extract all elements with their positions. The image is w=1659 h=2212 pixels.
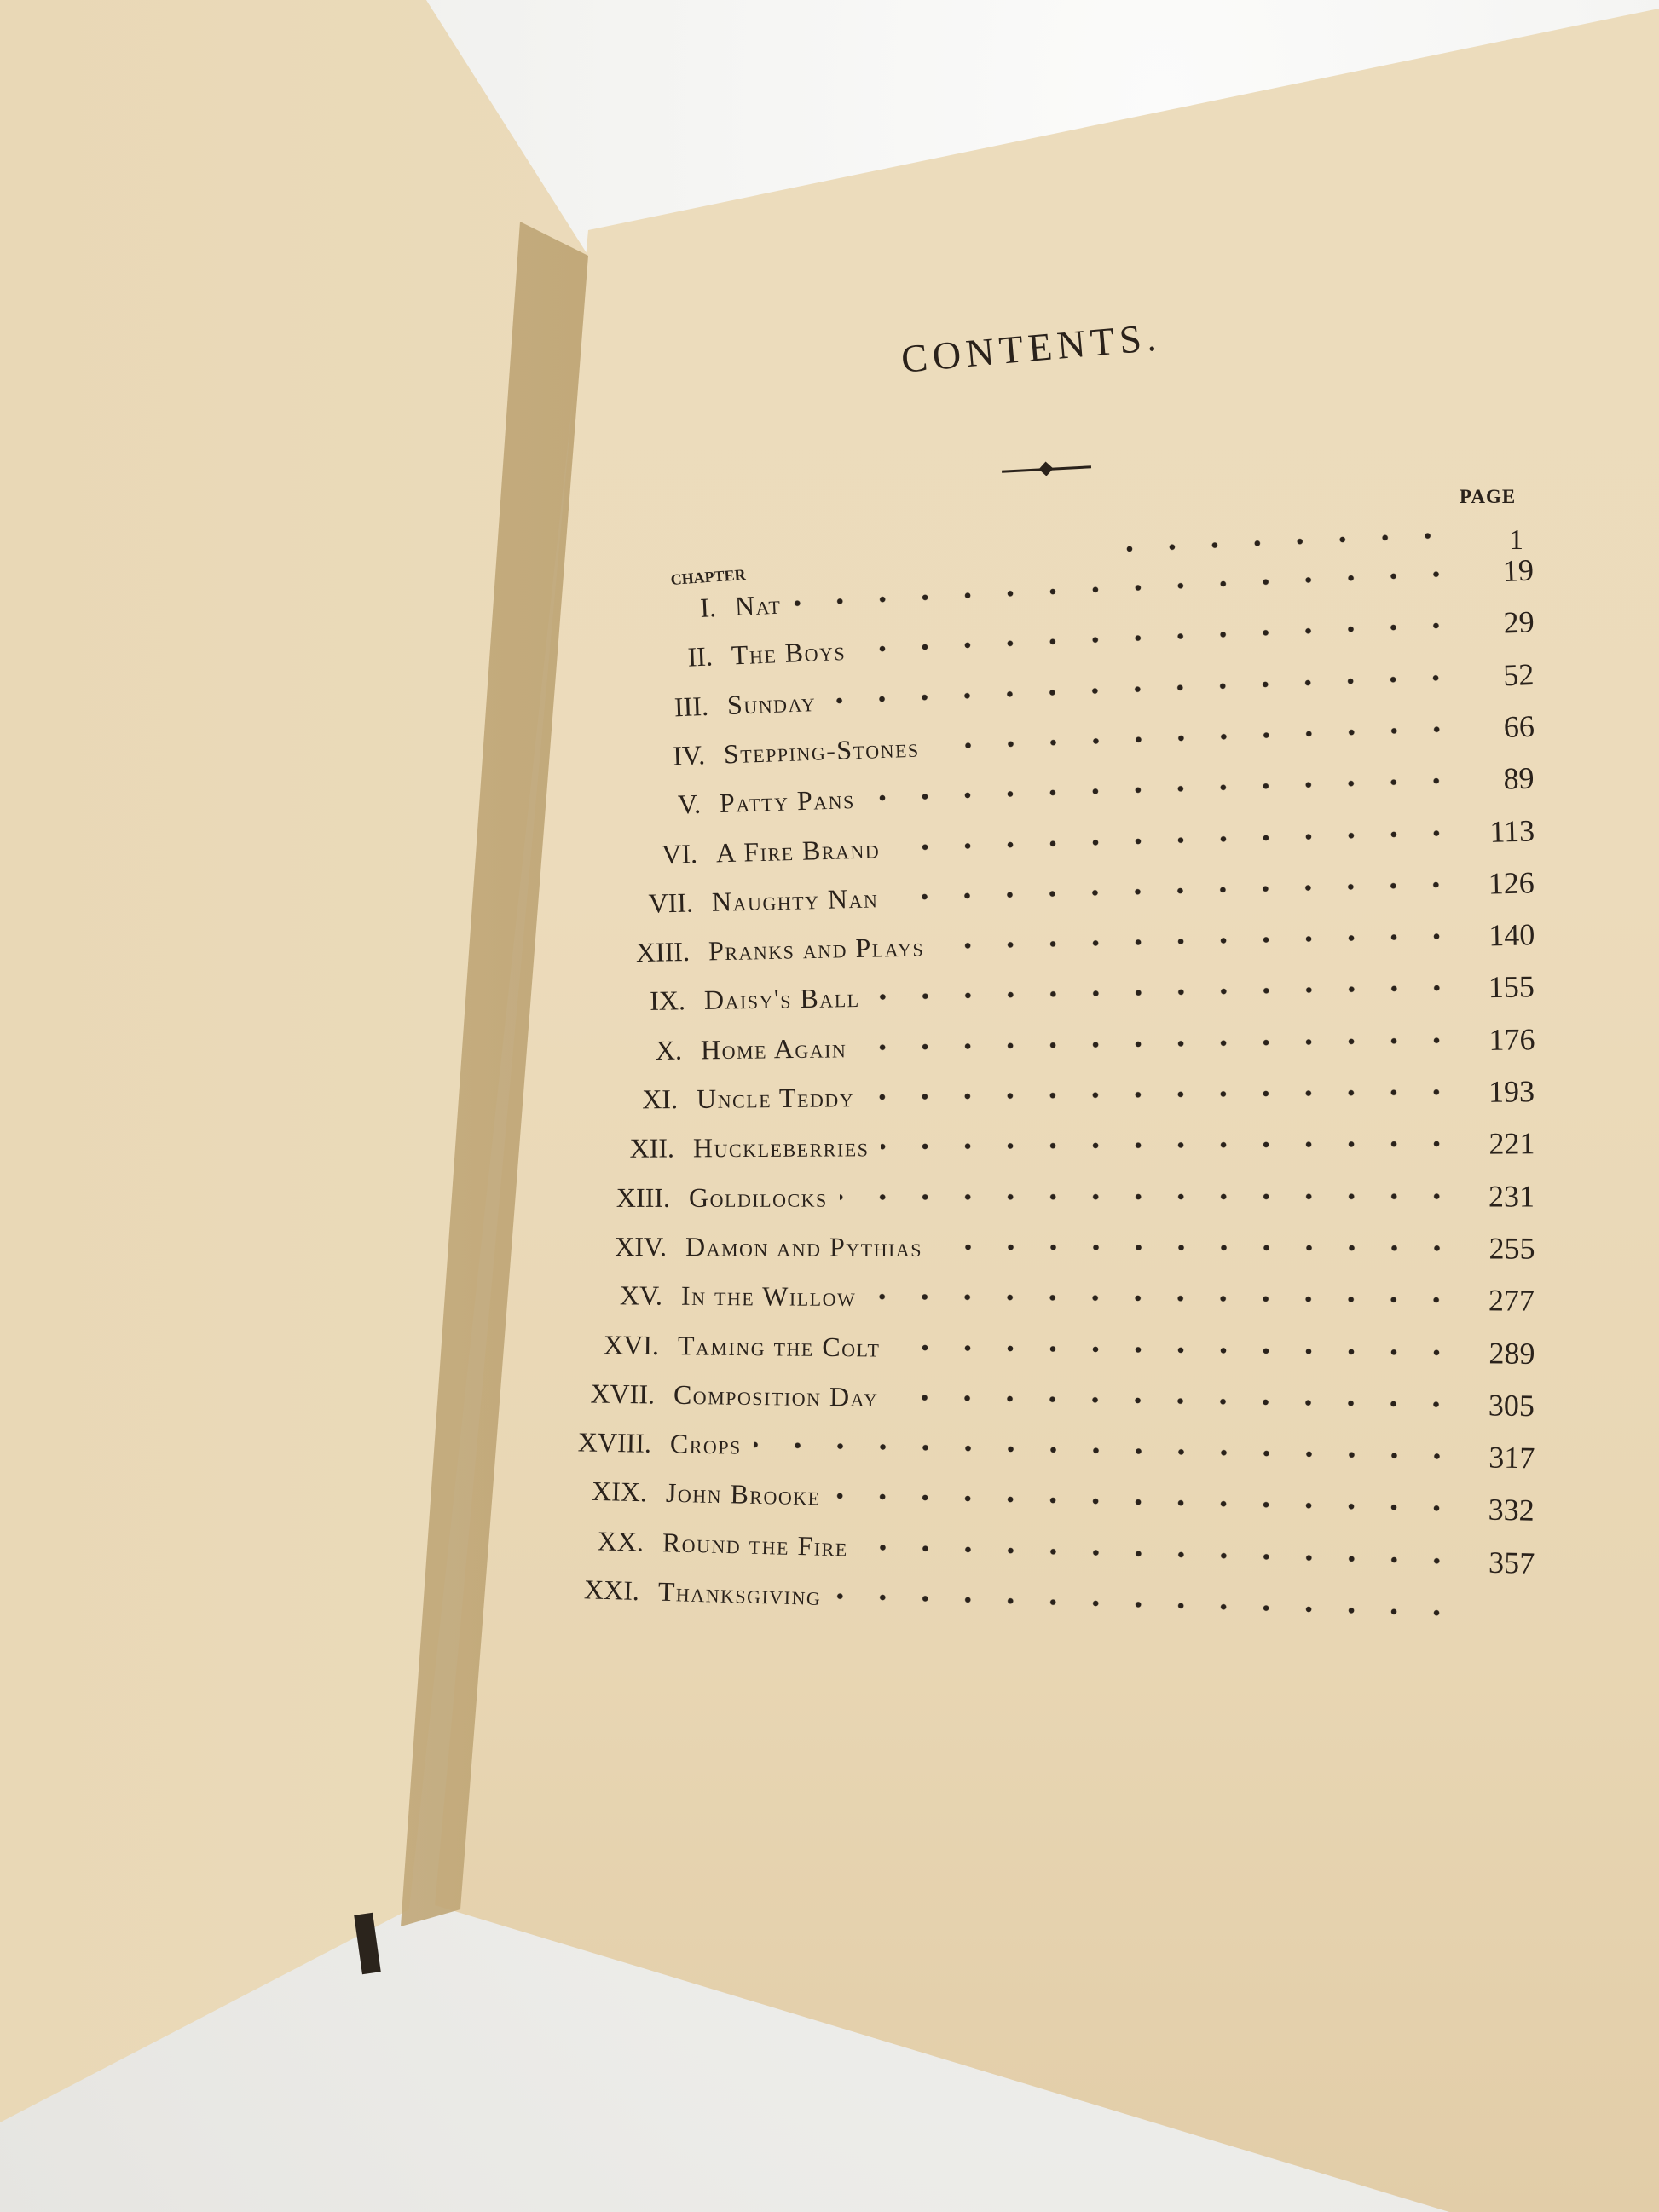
dot-leader: [931, 725, 1458, 751]
chapter-title: Thanksgiving: [657, 1575, 822, 1611]
chapter-title: Home Again: [700, 1031, 847, 1065]
chapter-entry: [576, 1175, 1535, 1219]
chapter-numeral: XVIII.: [577, 1425, 651, 1458]
chapter-numeral: XI.: [642, 1083, 679, 1114]
dot-leader: [936, 932, 1458, 950]
contents-heading: CONTENTS.: [899, 315, 1164, 381]
chapter-numeral: XIII.: [616, 1181, 671, 1213]
chapter-entry: [580, 1123, 1535, 1170]
dot-leader: [871, 984, 1458, 1002]
chapter-numeral: XXI.: [583, 1573, 640, 1606]
chapter-numeral: III.: [673, 689, 709, 722]
chapter-numeral: XIII.: [635, 935, 690, 967]
chapter-numeral: IV.: [672, 738, 706, 771]
chapter-title: Damon and Pythias: [685, 1230, 922, 1262]
chapter-title: John Brooke: [665, 1476, 822, 1511]
chapter-numeral: XIX.: [591, 1475, 648, 1508]
dot-leader: [793, 569, 1457, 608]
page-number: 19: [1502, 552, 1535, 589]
dot-leader: [833, 1591, 1457, 1617]
page-number: 140: [1488, 917, 1535, 953]
page-number: 277: [1488, 1283, 1535, 1318]
chapter-title: Pranks and Plays: [708, 930, 925, 966]
ornament-diamond: [1039, 462, 1054, 476]
dot-leader: [753, 1441, 1458, 1461]
chapter-numeral: XII.: [628, 1132, 674, 1164]
page-number: 89: [1502, 760, 1535, 796]
page-number: 113: [1488, 812, 1535, 849]
chapter-title: Sunday: [726, 685, 817, 720]
chapter-numeral: XIV.: [614, 1230, 667, 1262]
page-number: 155: [1488, 969, 1535, 1005]
chapter-title: Composition Day: [673, 1378, 879, 1412]
chapter-entry: [561, 1372, 1535, 1427]
page-number: 221: [1488, 1126, 1535, 1161]
dot-leader: [890, 1393, 1458, 1409]
chapter-title: Round the Fire: [662, 1526, 848, 1562]
intro-page-number: 1: [1509, 524, 1523, 556]
chapter-numeral: I.: [699, 591, 717, 623]
chapter-title: Naughty Nan: [711, 881, 879, 917]
dot-leader: [833, 1492, 1458, 1513]
page-number: 176: [1488, 1021, 1535, 1057]
chapter-entry: [587, 1018, 1535, 1072]
chapter-title: Patty Pans: [719, 783, 856, 818]
chapter-entry: [584, 1070, 1535, 1121]
chapter-entry: [592, 966, 1535, 1024]
chapter-numeral: IX.: [649, 985, 686, 1016]
chapter-title: Goldilocks: [688, 1181, 828, 1212]
chapter-title: Uncle Teddy: [696, 1081, 855, 1114]
page-number: 317: [1488, 1440, 1535, 1476]
chapter-numeral: XVI.: [603, 1328, 659, 1360]
page-number: 305: [1488, 1388, 1535, 1423]
page-number: 255: [1488, 1231, 1535, 1266]
dot-leader: [890, 880, 1458, 902]
chapter-numeral: XV.: [619, 1279, 663, 1311]
dot-leader: [881, 1140, 1458, 1151]
chapter-title: A Fire Brand: [714, 832, 881, 868]
ornament-rule: [1002, 458, 1092, 479]
dot-leader: [828, 673, 1458, 705]
chapter-title: Crops: [669, 1427, 742, 1460]
chapter-numeral: X.: [655, 1033, 682, 1066]
chapter-numeral: II.: [686, 640, 714, 673]
dot-leader: [892, 1343, 1458, 1356]
chapter-entry: [557, 1420, 1535, 1479]
chapter-title: In the Willow: [680, 1279, 857, 1312]
chapter-numeral: VI.: [661, 837, 697, 869]
page-number: 66: [1502, 708, 1535, 744]
page-column-label: PAGE: [1460, 486, 1517, 507]
dot-leader: [866, 1088, 1458, 1101]
dot-leader: [868, 1292, 1458, 1304]
chapter-numeral: XX.: [596, 1524, 644, 1556]
page-number: 231: [1488, 1179, 1535, 1214]
dot-leader: [840, 1192, 1458, 1201]
dot-leader: [892, 828, 1458, 852]
dot-leader: [858, 1036, 1458, 1052]
chapter-title: Nat: [734, 588, 783, 621]
chapter-entry: [564, 1323, 1535, 1375]
page-number: 332: [1488, 1492, 1535, 1528]
dot-leader: [859, 1543, 1458, 1566]
chapter-numeral: VII.: [648, 886, 694, 918]
chapter-title: Stepping-Stones: [722, 731, 920, 769]
dot-leader: [867, 777, 1458, 803]
chapter-title: The Boys: [730, 634, 847, 671]
chapter-entry: [569, 1273, 1535, 1322]
chapter-column-label: CHAPTER: [670, 565, 747, 588]
chapter-entry: [572, 1225, 1535, 1270]
page-number: 193: [1488, 1074, 1535, 1109]
page-number: 29: [1502, 604, 1535, 640]
page-number: 52: [1502, 656, 1535, 692]
chapter-numeral: V.: [677, 788, 702, 820]
dot-leader: [934, 1243, 1458, 1252]
page-number: [1466, 1614, 1535, 1615]
chapter-title: Taming the Colt: [677, 1329, 881, 1362]
chapter-title: Daisy's Ball: [703, 981, 860, 1015]
chapter-numeral: XVII.: [590, 1377, 656, 1409]
dot-leader: [857, 621, 1457, 654]
page-number: 357: [1488, 1545, 1535, 1580]
page-number: 289: [1488, 1335, 1535, 1371]
intro-dot-leader: [1108, 531, 1449, 554]
chapter-title: Huckleberries: [692, 1131, 869, 1164]
page-number: 126: [1488, 865, 1535, 901]
